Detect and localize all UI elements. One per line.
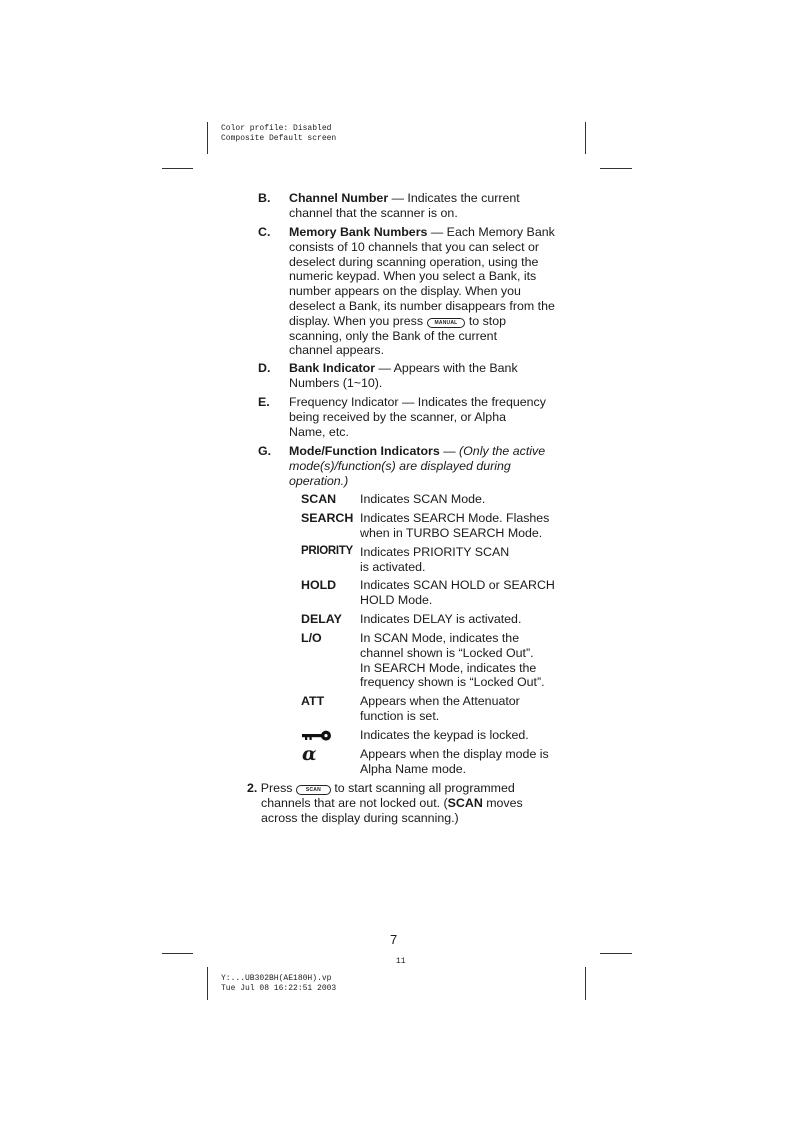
crop-mark-bottom-right-vertical	[585, 967, 586, 1000]
indicator-lo-line-2: channel shown is “Locked Out”.	[360, 645, 534, 660]
item-d-body	[289, 361, 574, 391]
print-page-number: 11	[396, 957, 406, 966]
item-c-line-7: scanning, only the Bank of the current	[289, 328, 498, 343]
indicator-search-desc	[360, 511, 575, 541]
indicator-search-line-2: when in TURBO SEARCH Mode.	[360, 525, 543, 540]
indicator-priority-desc	[360, 545, 575, 575]
print-header-line-1: Color profile: Disabled	[221, 124, 332, 133]
step-2-number: 2.	[247, 781, 258, 795]
indicator-scan-desc	[360, 492, 575, 507]
indicator-alpha-line-2: Alpha Name mode.	[360, 761, 467, 776]
crop-mark-bottom-left-horizontal	[162, 953, 193, 954]
alpha-icon: α	[302, 743, 317, 765]
crop-mark-bottom-left-vertical	[207, 967, 208, 1000]
item-c-text-after-button: to stop	[465, 313, 507, 328]
item-g-title: Mode/Function Indicators	[289, 444, 440, 458]
indicator-delay-desc	[360, 612, 575, 627]
item-g-dash: —	[439, 444, 460, 458]
item-g-body	[289, 444, 574, 488]
scan-button-icon: SCAN	[296, 785, 331, 795]
step-2-text-after-button: to start scanning all programmed	[330, 781, 515, 795]
indicator-lo-line-3: In SEARCH Mode, indicates the	[360, 660, 537, 675]
indicator-delay-line-1: Indicates DELAY is activated.	[360, 612, 522, 626]
item-c-body	[289, 225, 574, 358]
indicator-att-label: ATT	[301, 694, 325, 708]
item-e-body	[289, 395, 574, 439]
indicator-lo-line-4: frequency shown is “Locked Out”.	[360, 675, 545, 690]
key-lock-icon	[301, 730, 333, 742]
item-b-text-1: — Indicates the current	[388, 191, 520, 205]
indicator-lo-label: L/O	[301, 631, 322, 645]
item-g-italic-3: operation.)	[289, 473, 349, 488]
print-footer	[221, 974, 336, 994]
item-e-letter: E.	[258, 395, 270, 409]
indicator-lo-line-1: In SCAN Mode, indicates the	[360, 631, 520, 645]
indicator-scan-line-1: Indicates SCAN Mode.	[360, 492, 486, 506]
indicator-scan-label: SCAN	[301, 492, 337, 506]
step-2-line-2-a: channels that are not locked out. (	[261, 795, 448, 810]
indicator-hold-line-2: HOLD Mode.	[360, 592, 433, 607]
crop-mark-top-left-horizontal	[162, 168, 193, 169]
item-c-line-5: deselect a Bank, its number disappears from the	[289, 298, 555, 313]
step-2-line-2-b: moves	[482, 795, 523, 810]
print-footer-line-2: Tue Jul 08 16:22:51 2003	[221, 984, 337, 993]
item-b-letter: B.	[258, 191, 271, 205]
item-c-line-1: consists of 10 channels that you can select or	[289, 239, 540, 254]
step-2-line-3: across the display during scanning.)	[261, 810, 459, 825]
step-2	[247, 781, 567, 825]
item-c-line-8: channel appears.	[289, 343, 385, 358]
step-2-line-2-bold: SCAN	[447, 795, 483, 810]
item-g-italic-2: mode(s)/function(s) are displayed during	[289, 458, 511, 473]
crop-mark-bottom-right-horizontal	[600, 953, 632, 954]
indicator-lo-desc	[360, 631, 575, 690]
indicator-att-line-2: function is set.	[360, 708, 440, 723]
crop-mark-top-left-vertical	[207, 122, 208, 154]
indicator-hold-label: HOLD	[301, 578, 337, 592]
indicator-att-line-1: Appears when the Attenuator	[360, 694, 520, 708]
indicator-search-line-1: Indicates SEARCH Mode. Flashes	[360, 511, 550, 525]
item-d-letter: D.	[258, 361, 271, 375]
indicator-att-desc	[360, 694, 575, 724]
item-c-letter: C.	[258, 225, 271, 239]
crop-mark-top-right-vertical	[585, 122, 586, 154]
item-b-title: Channel Number	[289, 191, 389, 205]
item-b-body	[289, 191, 574, 221]
item-b-text-2: channel that the scanner is on.	[289, 205, 458, 220]
print-footer-line-1: Y:...UB302BH(AE180H).vp	[221, 974, 332, 983]
item-g-italic-1: (Only the active	[459, 444, 546, 458]
crop-mark-top-right-horizontal	[600, 168, 632, 169]
indicator-search-label: SEARCH	[301, 511, 354, 525]
print-header	[221, 124, 336, 144]
indicator-delay-label: DELAY	[301, 612, 342, 626]
print-header-line-2: Composite Default screen	[221, 134, 337, 143]
indicator-key-line-1: Indicates the keypad is locked.	[360, 728, 529, 742]
step-2-text-before-button: Press	[257, 781, 296, 795]
item-c-line-4: number appears on the display. When you	[289, 284, 521, 299]
item-c-text-1: — Each Memory Bank	[427, 225, 555, 239]
item-d-text-2: Numbers (1~10).	[289, 375, 383, 390]
item-d-text-1: — Appears with the Bank	[375, 361, 518, 375]
indicator-alpha-line-1: Appears when the display mode is	[360, 747, 549, 761]
item-d-title: Bank Indicator	[289, 361, 376, 375]
indicator-hold-desc	[360, 578, 575, 608]
item-e-text-1: Frequency Indicator — Indicates the frequency	[289, 395, 546, 409]
indicator-priority-line-1: Indicates PRIORITY SCAN	[360, 545, 510, 559]
item-c-title: Memory Bank Numbers	[289, 225, 428, 239]
page-number: 7	[390, 932, 398, 947]
indicator-priority-label: PRIORITY	[301, 545, 353, 557]
item-c-text-before-button: display. When you press	[289, 313, 427, 328]
item-e-text-2: being received by the scanner, or Alpha	[289, 409, 506, 424]
item-c-line-2: deselect during scanning operation, using the	[289, 254, 539, 269]
indicator-alpha-desc	[360, 747, 575, 777]
indicator-priority-line-2: is activated.	[360, 559, 426, 574]
indicator-key-desc	[360, 728, 575, 743]
indicator-hold-line-1: Indicates SCAN HOLD or SEARCH	[360, 578, 555, 592]
item-g-letter: G.	[258, 444, 272, 458]
manual-button-icon: MANUAL	[427, 318, 466, 328]
item-e-text-3: Name, etc.	[289, 424, 349, 439]
item-c-line-3: numeric keypad. When you select a Bank, its	[289, 269, 537, 284]
